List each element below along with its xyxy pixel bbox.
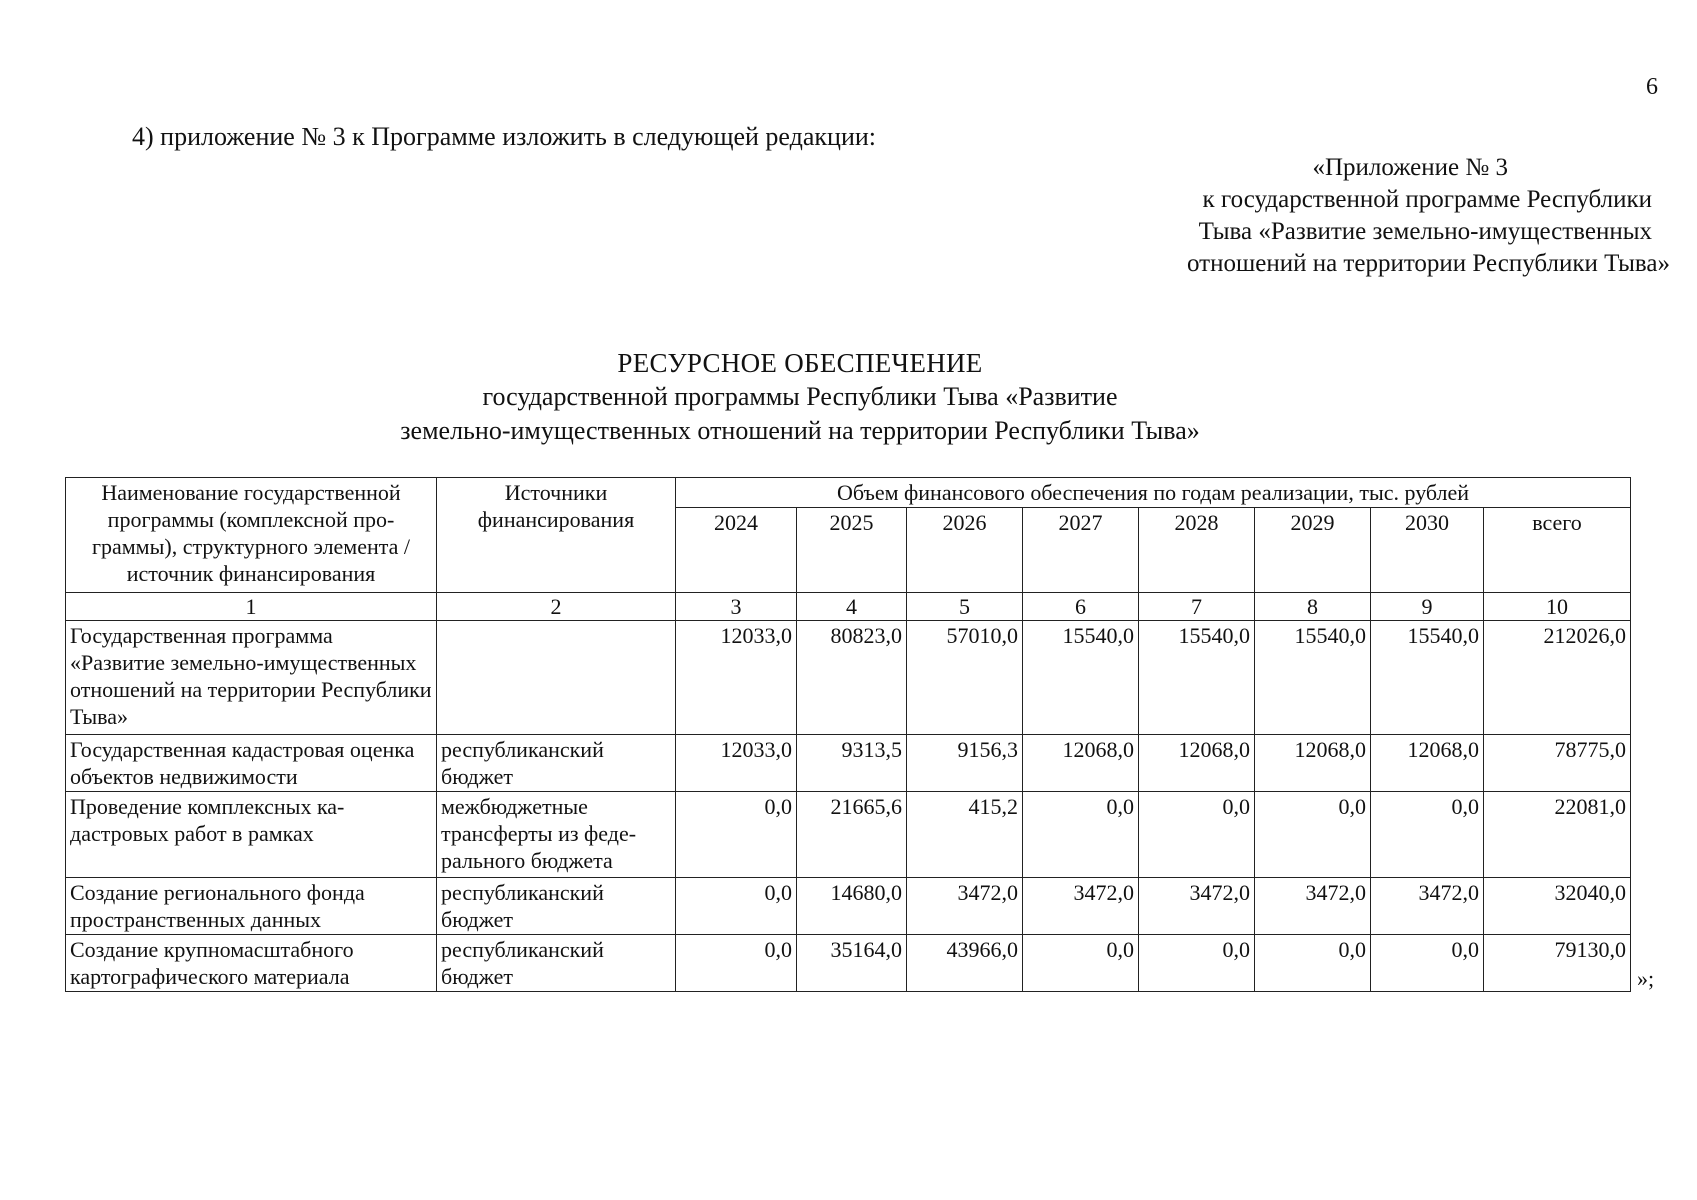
value-cell: 12068,0: [1139, 735, 1255, 792]
value-cell: 35164,0: [797, 935, 907, 992]
column-number: 9: [1371, 593, 1484, 621]
value-cell: 15540,0: [1255, 621, 1371, 735]
year-header: 2028: [1139, 508, 1255, 593]
column-number: 2: [437, 593, 676, 621]
total-cell: 78775,0: [1484, 735, 1631, 792]
value-cell: 12033,0: [676, 735, 797, 792]
intro-paragraph: 4) приложение № 3 к Программе изложить в следующей редакции:: [132, 122, 876, 151]
value-cell: 9156,3: [907, 735, 1023, 792]
year-header: 2024: [676, 508, 797, 593]
table-row: [66, 935, 1631, 992]
column-number: 3: [676, 593, 797, 621]
value-cell: 0,0: [676, 878, 797, 935]
year-header: 2029: [1255, 508, 1371, 593]
value-cell: 15540,0: [1023, 621, 1139, 735]
value-cell: 0,0: [1139, 792, 1255, 878]
value-cell: 12068,0: [1371, 735, 1484, 792]
value-cell: 9313,5: [797, 735, 907, 792]
value-cell: 0,0: [1255, 935, 1371, 992]
value-cell: 14680,0: [797, 878, 907, 935]
row-name: Проведение комплексных ка-дастровых работ в рамках: [66, 792, 437, 878]
row-name: Создание регионального фонда пространственных данных: [66, 878, 437, 935]
value-cell: 80823,0: [797, 621, 907, 735]
heading-subtitle: государственной программы Республики Тыва «Развитие: [482, 382, 1118, 411]
resource-table: [65, 477, 1631, 992]
value-cell: 57010,0: [907, 621, 1023, 735]
value-cell: 0,0: [1255, 792, 1371, 878]
table-row: [66, 878, 1631, 935]
total-cell: 212026,0: [1484, 621, 1631, 735]
value-cell: 12068,0: [1255, 735, 1371, 792]
table-row: [66, 735, 1631, 792]
row-source: республиканский бюджет: [437, 878, 676, 935]
header-source-cell: Источники финансирования: [437, 478, 676, 593]
value-cell: 0,0: [1371, 935, 1484, 992]
column-number: 1: [66, 593, 437, 621]
value-cell: 3472,0: [1023, 878, 1139, 935]
document-heading: [300, 346, 1300, 448]
column-number: 5: [907, 593, 1023, 621]
table-row: [66, 792, 1631, 878]
row-source: республиканский бюджет: [437, 735, 676, 792]
row-name: Государственная кадастровая оценка объектов недвижимости: [66, 735, 437, 792]
value-cell: 0,0: [676, 935, 797, 992]
value-cell: 0,0: [1139, 935, 1255, 992]
year-header: 2030: [1371, 508, 1484, 593]
row-source: республиканский бюджет: [437, 935, 676, 992]
row-source: [437, 621, 676, 735]
total-cell: 79130,0: [1484, 935, 1631, 992]
value-cell: 3472,0: [1255, 878, 1371, 935]
value-cell: 3472,0: [907, 878, 1023, 935]
appendix-line: к государственной программе Республики: [1202, 186, 1652, 213]
total-header: всего: [1484, 508, 1631, 593]
column-number: 6: [1023, 593, 1139, 621]
column-number: 8: [1255, 593, 1371, 621]
value-cell: 3472,0: [1139, 878, 1255, 935]
heading-title: РЕСУРСНОЕ ОБЕСПЕЧЕНИЕ: [617, 348, 983, 378]
value-cell: 21665,6: [797, 792, 907, 878]
value-cell: 0,0: [1023, 792, 1139, 878]
row-name: Государственная программа «Развитие земельно-имущественных отношений на территории Республики Тыва»: [66, 621, 437, 735]
year-header: 2025: [797, 508, 907, 593]
column-number: 10: [1484, 593, 1631, 621]
closing-quote: »;: [1637, 966, 1655, 991]
appendix-line: Тыва «Развитие земельно-имущественных: [1198, 218, 1652, 245]
appendix-reference: [1090, 152, 1670, 280]
value-cell: 3472,0: [1371, 878, 1484, 935]
total-cell: 32040,0: [1484, 878, 1631, 935]
value-cell: 15540,0: [1371, 621, 1484, 735]
row-name: Создание крупномасштабного картографического материала: [66, 935, 437, 992]
value-cell: 43966,0: [907, 935, 1023, 992]
appendix-line: «Приложение № 3: [1312, 154, 1508, 181]
column-number: 7: [1139, 593, 1255, 621]
column-number: 4: [797, 593, 907, 621]
value-cell: 0,0: [1023, 935, 1139, 992]
page-number: 6: [1646, 74, 1658, 100]
value-cell: 12068,0: [1023, 735, 1139, 792]
value-cell: 15540,0: [1139, 621, 1255, 735]
value-cell: 12033,0: [676, 621, 797, 735]
total-cell: 22081,0: [1484, 792, 1631, 878]
column-number-row: [66, 593, 1631, 621]
header-name-cell: Наименование государственной программы (комплексной про-граммы), структурного элемента / источник финансирования: [66, 478, 437, 593]
heading-subtitle: земельно-имущественных отношений на территории Республики Тыва»: [400, 416, 1200, 445]
value-cell: 0,0: [1371, 792, 1484, 878]
appendix-line: отношений на территории Республики Тыва»: [1187, 250, 1670, 277]
value-cell: 415,2: [907, 792, 1023, 878]
header-volume-cell: Объем финансового обеспечения по годам реализации, тыс. рублей: [676, 478, 1631, 508]
year-header: 2026: [907, 508, 1023, 593]
value-cell: 0,0: [676, 792, 797, 878]
table-row: [66, 621, 1631, 735]
row-source: межбюджетные трансферты из феде-рального бюджета: [437, 792, 676, 878]
year-header: 2027: [1023, 508, 1139, 593]
